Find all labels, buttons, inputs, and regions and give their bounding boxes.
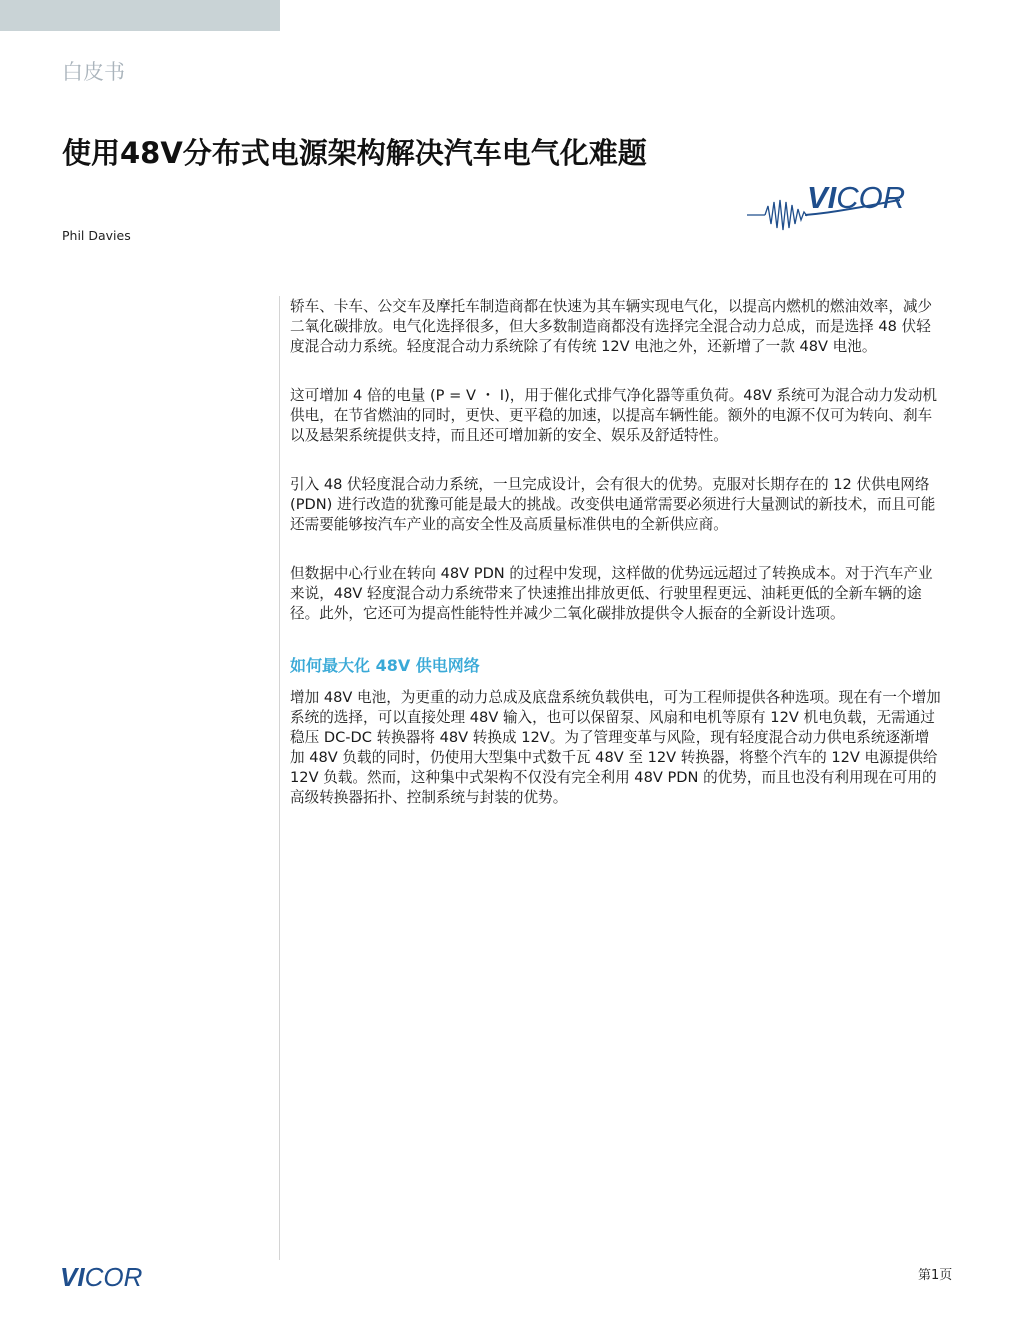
author-name: Phil Davies	[62, 228, 131, 243]
vicor-logo-text: VICOR	[807, 180, 906, 215]
footer-logo-text: VICOR	[60, 1264, 143, 1290]
paragraph: 轿车、卡车、公交车及摩托车制造商都在快速为其车辆实现电气化，以提高内燃机的燃油效率，减少二氧化碳排放。电气化选择很多，但大多数制造商都没有选择完全混合动力总成，而是选择 48 伏轻度混合动力系统。轻度混合动力系统除了有传统 12V 电池之外，还新增了一款 48V 电池。	[290, 298, 933, 355]
vicor-logo	[745, 178, 960, 238]
paragraph: 增加 48V 电池，为更重的动力总成及底盘系统负载供电，可为工程师提供各种选项。现在有一个增加系统的选择，可以直接处理 48V 输入，也可以保留泵、风扇和电机等原有 12V 机电负载，无需通过稳压 DC-DC 转换器将 48V 转换成 12V。为了管理变革与风险，现有轻度混合动力供电系统逐渐增加 48V 负载的同时，仍使用大型集中式数千瓦 48V 至 12V 转换器，将整个汽车的 12V 电源提供给 12V 负载。然而，这种集中式架构不仅没有完全利用 48V PDN 的优势，而且也没有利用现在可用的高级转换器拓扑、控制系统与封装的优势。	[290, 689, 941, 806]
paragraph: 这可增加 4 倍的电量 (P = V ・ I)，用于催化式排气净化器等重负荷。48V 系统可为混合动力发动机供电，在节省燃油的同时，更快、更平稳的加速，以提高车辆性能。额外的电源不仅可为转向、刹车以及悬架系统提供支持，而且还可增加新的安全、娱乐及舒适特性。	[290, 387, 938, 444]
main-content	[290, 297, 942, 837]
footer-vicor-logo	[60, 1264, 190, 1290]
page-number: 第1页	[918, 1268, 953, 1283]
paragraph: 但数据中心行业在转向 48V PDN 的过程中发现，这样做的优势远远超过了转换成本。对于汽车产业来说，48V 轻度混合动力系统带来了快速推出排放更低、行驶里程更远、油耗更低的全新车辆的途径。此外，它还可为提高性能特性并减少二氧化碳排放提供令人振奋的全新设计选项。	[290, 565, 933, 622]
column-divider	[279, 296, 280, 1260]
paragraph: 引入 48 伏轻度混合动力系统，一旦完成设计，会有很大的优势。克服对长期存在的 12 伏供电网络 (PDN) 进行改造的犹豫可能是最大的挑战。改变供电通常需要必须进行大量测试的新技术，而且可能还需要能够按汽车产业的高安全性及高质量标准供电的全新供应商。	[290, 476, 936, 533]
page-title: 使用48V分布式电源架构解决汽车电气化难题	[62, 136, 647, 170]
document-type-label: 白皮书	[62, 60, 125, 84]
header-accent-bar	[0, 0, 280, 31]
section-heading: 如何最大化 48V 供电网络	[290, 656, 480, 675]
